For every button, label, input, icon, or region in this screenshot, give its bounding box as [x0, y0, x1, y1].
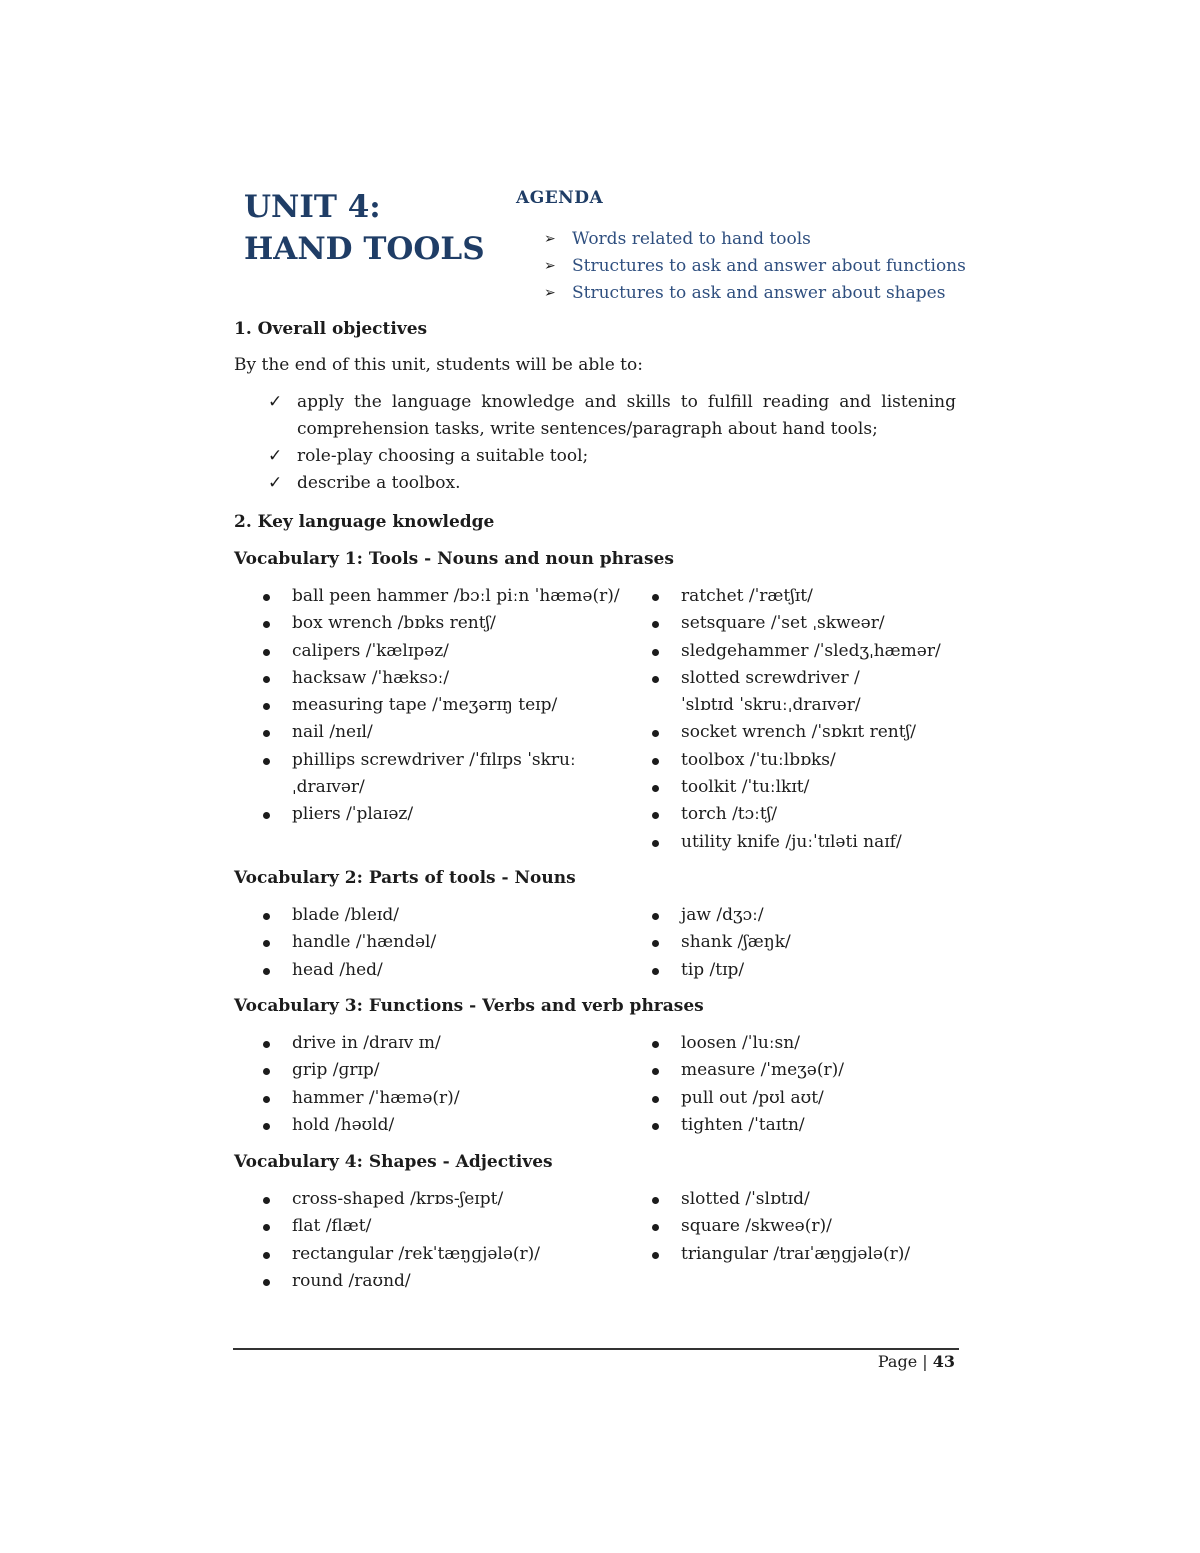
bullet-icon: [263, 1041, 270, 1048]
vocab-text: hacksaw /ˈhæksɔː/: [292, 667, 450, 688]
vocab-heading: Vocabulary 1: Tools - Nouns and noun phrases: [234, 549, 674, 569]
bullet-icon: [652, 913, 659, 920]
vocab-column-left: [234, 1186, 623, 1295]
vocab-text: flat /flæt/: [292, 1216, 372, 1237]
bullet-icon: [263, 621, 270, 628]
vocab-column-right: [623, 583, 956, 856]
vocab-item: [234, 1030, 623, 1057]
vocab-item: [623, 1186, 956, 1213]
bullet-icon: [263, 1068, 270, 1075]
bullet-icon: [652, 676, 659, 683]
bullet-icon: [263, 1279, 270, 1286]
vocab-text: slotted /ˈslɒtɪd/: [681, 1189, 810, 1209]
footer-divider: [233, 1348, 959, 1350]
vocab-item: [623, 1213, 956, 1240]
vocab-item: [234, 1213, 623, 1240]
vocab-item: [623, 610, 956, 637]
bullet-icon: [263, 812, 270, 819]
objectives-intro: By the end of this unit, students will be able to:: [234, 355, 643, 375]
bullet-icon: [652, 840, 659, 847]
vocab-text: grip /ɡrɪp/: [292, 1060, 380, 1081]
vocab-text: box wrench /bɒks rentʃ/: [292, 613, 496, 634]
vocab1-section: [234, 546, 956, 856]
vocab-columns: [234, 1186, 956, 1295]
objectives-section: [234, 316, 956, 497]
vocab-text: nail /neɪl/: [292, 722, 373, 743]
bullet-icon: [652, 785, 659, 792]
agenda-item-text: Words related to hand tools: [572, 229, 811, 249]
bullet-icon: [652, 758, 659, 765]
vocab-heading: Vocabulary 2: Parts of tools - Nouns: [234, 868, 576, 888]
agenda-item: [544, 253, 966, 280]
bullet-icon: [652, 730, 659, 737]
vocab-item: [234, 1112, 623, 1139]
unit-title: UNIT 4: HAND TOOLS: [244, 189, 485, 267]
bullet-icon: [263, 730, 270, 737]
agenda-item: [544, 280, 966, 307]
vocab-text: ratchet /ˈrætʃɪt/: [681, 586, 813, 606]
vocab-text: tighten /ˈtaɪtn/: [681, 1114, 805, 1135]
bullet-icon: [263, 913, 270, 920]
vocab-column-left: [234, 1030, 623, 1139]
vocab-text: slotted screwdriver /ˈslɒtɪd ˈskruːˌdraɪvər/: [681, 667, 861, 716]
objectives-list: [234, 389, 956, 497]
page-number-value: 43: [932, 1352, 955, 1371]
bullet-icon: [263, 1096, 270, 1103]
vocab-item: [234, 801, 623, 828]
objective-item: [234, 443, 956, 470]
vocab-item: [234, 929, 623, 956]
vocab-item: [234, 638, 623, 665]
checkmark-icon: ✓: [268, 446, 283, 466]
vocab-text: triangular /traɪˈæŋɡjələ(r)/: [681, 1243, 911, 1264]
objective-text: describe a toolbox.: [297, 473, 461, 493]
vocab-column-left: [234, 902, 623, 984]
vocab-text: tip /tɪp/: [681, 959, 745, 980]
bullet-icon: [652, 1252, 659, 1259]
vocab-item: [623, 1112, 956, 1139]
vocab-column-right: [623, 902, 956, 984]
bullet-icon: [652, 621, 659, 628]
arrowhead-icon: ➢: [544, 231, 556, 247]
vocab-heading: Vocabulary 3: Functions - Verbs and verb phrases: [234, 996, 704, 1016]
vocab-item: [234, 719, 623, 746]
vocab-item: [234, 957, 623, 984]
vocab-item: [234, 583, 623, 610]
vocab-column-right: [623, 1186, 956, 1295]
vocab-item: [623, 957, 956, 984]
bullet-icon: [652, 1123, 659, 1130]
vocab-item: [623, 801, 956, 828]
bullet-icon: [263, 676, 270, 683]
bullet-icon: [652, 1224, 659, 1231]
vocab-text: hammer /ˈhæmə(r)/: [292, 1087, 460, 1108]
vocab-column-left: [234, 583, 623, 856]
bullet-icon: [652, 968, 659, 975]
bullet-icon: [652, 1197, 659, 1204]
vocab-text: pull out /pʊl aʊt/: [681, 1087, 824, 1108]
section-heading: 2. Key language knowledge: [234, 512, 495, 532]
vocab-item: [234, 1268, 623, 1295]
vocab-text: pliers /ˈplaɪəz/: [292, 804, 414, 825]
vocab-text: jaw /dʒɔː/: [681, 905, 764, 925]
agenda-item-text: Structures to ask and answer about shapes: [572, 283, 946, 303]
bullet-icon: [263, 1224, 270, 1231]
vocab4-section: [234, 1149, 956, 1295]
vocab-item: [623, 665, 956, 720]
objective-text: role-play choosing a suitable tool;: [297, 446, 589, 466]
vocab-heading: Vocabulary 4: Shapes - Adjectives: [234, 1152, 553, 1172]
vocab2-section: [234, 865, 956, 984]
agenda-box: [516, 188, 966, 307]
agenda-item: [544, 226, 966, 253]
arrowhead-icon: ➢: [544, 258, 556, 274]
vocab-item: [623, 774, 956, 801]
vocab-text: loosen /ˈluːsn/: [681, 1033, 800, 1053]
vocab-item: [234, 747, 623, 802]
vocab-text: hold /həʊld/: [292, 1114, 395, 1135]
bullet-icon: [263, 649, 270, 656]
agenda-heading: AGENDA: [516, 188, 604, 208]
bullet-icon: [263, 1197, 270, 1204]
vocab-item: [623, 1241, 956, 1268]
checkmark-icon: ✓: [268, 473, 283, 493]
vocab-item: [623, 902, 956, 929]
vocab-item: [623, 719, 956, 746]
vocab-text: cross-shaped /krɒs-ʃeɪpt/: [292, 1189, 504, 1209]
vocab-item: [234, 610, 623, 637]
agenda-list: [544, 226, 966, 307]
vocab-text: head /hed/: [292, 959, 383, 980]
section-heading: 1. Overall objectives: [234, 319, 428, 339]
vocab-text: measure /ˈmeʒə(r)/: [681, 1060, 844, 1081]
vocab-item: [623, 1030, 956, 1057]
vocab-text: blade /bleɪd/: [292, 905, 399, 925]
vocab-columns: [234, 583, 956, 856]
vocab-column-right: [623, 1030, 956, 1139]
bullet-icon: [652, 940, 659, 947]
vocab-text: utility knife /juːˈtɪləti naɪf/: [681, 831, 902, 852]
page-label: Page |: [877, 1352, 933, 1371]
vocab3-section: [234, 993, 956, 1139]
bullet-icon: [263, 940, 270, 947]
bullet-icon: [652, 1041, 659, 1048]
bullet-icon: [652, 594, 659, 601]
vocab-item: [234, 692, 623, 719]
vocab-item: [623, 1057, 956, 1084]
vocab-columns: [234, 1030, 956, 1139]
key-language-heading-block: [234, 509, 956, 536]
bullet-icon: [652, 1096, 659, 1103]
vocab-text: sledgehammer /ˈsledʒˌhæmər/: [681, 640, 941, 661]
vocab-text: square /skweə(r)/: [681, 1216, 832, 1237]
vocab-text: calipers /ˈkælɪpəz/: [292, 640, 449, 661]
bullet-icon: [263, 703, 270, 710]
agenda-item-text: Structures to ask and answer about functions: [572, 256, 966, 276]
bullet-icon: [263, 594, 270, 601]
vocab-item: [623, 583, 956, 610]
bullet-icon: [263, 968, 270, 975]
vocab-text: ball peen hammer /bɔːl piːn ˈhæmə(r)/: [292, 586, 620, 606]
objective-item: [234, 389, 956, 443]
vocab-item: [234, 902, 623, 929]
vocab-text: rectangular /rekˈtæŋɡjələ(r)/: [292, 1243, 541, 1264]
arrowhead-icon: ➢: [544, 285, 556, 301]
vocab-item: [623, 929, 956, 956]
bullet-icon: [263, 758, 270, 765]
bullet-icon: [652, 1068, 659, 1075]
bullet-icon: [263, 1252, 270, 1259]
vocab-text: toolkit /ˈtuːlkɪt/: [681, 777, 810, 798]
objective-item: [234, 470, 956, 497]
vocab-text: handle /ˈhændəl/: [292, 932, 437, 953]
vocab-text: setsquare /ˈset ˌskweər/: [681, 613, 885, 634]
vocab-item: [234, 1186, 623, 1213]
vocab-item: [234, 1241, 623, 1268]
vocab-text: phillips screwdriver /ˈfɪlɪps ˈskruːˌdraɪvər/: [292, 749, 576, 798]
vocab-text: round /raʊnd/: [292, 1270, 411, 1291]
vocab-text: shank /ʃæŋk/: [681, 932, 791, 953]
vocab-item: [623, 829, 956, 856]
vocab-item: [234, 1057, 623, 1084]
vocab-item: [623, 638, 956, 665]
vocab-item: [623, 1085, 956, 1112]
vocab-text: drive in /draɪv ɪn/: [292, 1033, 441, 1053]
checkmark-icon: ✓: [268, 392, 283, 412]
vocab-item: [234, 665, 623, 692]
objective-text: apply the language knowledge and skills to fulfill reading and listening comprehension tasks, write sentences/paragraph about hand tools;: [297, 392, 956, 439]
vocab-text: torch /tɔːtʃ/: [681, 804, 778, 825]
bullet-icon: [263, 1123, 270, 1130]
page-number: [878, 1352, 955, 1371]
vocab-item: [234, 1085, 623, 1112]
vocab-text: socket wrench /ˈsɒkɪt rentʃ/: [681, 722, 916, 743]
vocab-columns: [234, 902, 956, 984]
vocab-text: measuring tape /ˈmeʒərɪŋ teɪp/: [292, 695, 558, 716]
bullet-icon: [652, 812, 659, 819]
bullet-icon: [652, 649, 659, 656]
vocab-text: toolbox /ˈtuːlbɒks/: [681, 749, 836, 770]
vocab-item: [623, 747, 956, 774]
